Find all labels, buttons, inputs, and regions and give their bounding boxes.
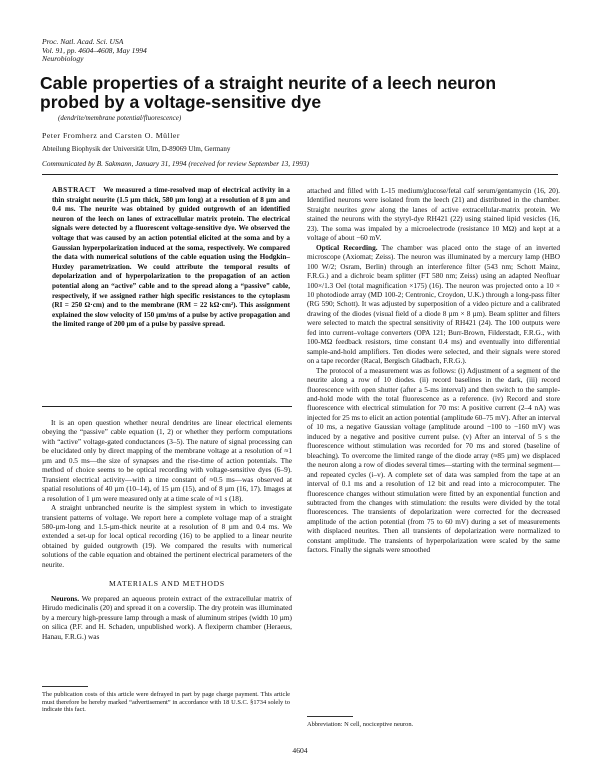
methods-heading: MATERIALS AND METHODS: [109, 579, 225, 589]
authors: Peter Fromherz and Carsten O. Müller: [42, 131, 180, 140]
keywords: (dendrite/membrane potential/fluorescence): [58, 114, 182, 122]
left-column: [42, 418, 292, 641]
header-divider: [42, 174, 558, 175]
abstract-divider: [42, 406, 292, 407]
optical-paragraph: [307, 243, 560, 366]
abstract-label: ABSTRACT: [52, 186, 96, 194]
article-title: Cable properties of a straight neurite of a leech neuron probed by a voltage-sensitive dye: [40, 73, 497, 112]
optical-text: The chamber was placed onto the stage of an inverted microscope (Axiomat; Zeiss). The neuron was illuminated by a mercury lamp (HBO 100 W/2; Osram, Berlin) through an interference filter (543 nm; Schott Mainz, F.R.G.) and a dichroic beam splitter (FT 580 nm; Zeiss) using an adapted Neofluar 100×/1.3 Oel (total magnification ×175) (16). The neuron was projected onto a 10 × 10 photodiode array (MD 100-2; Centronic, Croydon, U.K.) through a long-pass filter (RG 590; Schott). It was adjusted by superposition of a video picture and a calibrated drawing of the diodes (visual field of a diode 8 µm × 8 µm). Beam splitter and filters were selected to match the spectral sensitivity of RH421 (24). The 100 outputs were fed into current–voltage converters (OPA 121; Burr-Brown, Filderstadt, F.R.G., with 100-MΩ feedback resistors, time constant 0.4 ms) and eventually into differential sample-and-hold amplifiers. Ten diodes were selected, and their signals were stored on a tape recorder (Racal, Bergisch Gladbach, F.R.G.).: [307, 242, 560, 366]
abstract-text: We measured a time-resolved map of electrical activity in a thin straight neurite (1.5 µm thick, 580 µm long) at a resolution of 8 µm and 0.4 ms. The neurite was obtained by guided outgrowth of an identified neuron of the leech on lanes of extracellular matrix protein. The electrical signals were detected by a fluorescent voltage-sensitive dye. We observed the voltage that was caused by an action potential elicited at the soma and by a Gaussian hyperpolarization induced at the soma, respectively. We compared the data with numerical solutions of the cable equation using the Hodgkin–Huxley parametrization. We could attribute the temporal results of depolarization and of hyperpolarization to the propagation of an action potential along an “active” cable and to the spread along a “passive” cable, respectively, if we assigned rather high specific resistances to the cytoplasm (RI = 250 Ω·cm) and to the membrane (RM = 22 kΩ·cm²). This assignment explained the slow velocity of 150 µm/ms of a pulse by active propagation and the limited range of 200 µm of a pulse by passive spread.: [52, 186, 290, 329]
intro-paragraph-2: A straight unbranched neurite is the simplest system in which to investigate transient patterns of voltage. We report here a complete voltage map of a straight 580-µm-long and 1.5-µm-thick neurite at a resolution of 8 µm and 0.4 ms. We extended a set-up for local optical recording (16) to be applied to a linear neurite obtained by guided outgrowth (19). We compared the results with numerical solutions of the cable equation and obtained the pertinent electrical parameters of the neurite.: [42, 503, 292, 569]
footnote-divider: [42, 686, 88, 687]
communicated-line: Communicated by B. Sakmann, January 31, 1994 (received for review September 13, 1993): [42, 159, 309, 168]
journal-header: [42, 38, 147, 64]
neurons-continued: attached and filled with L-15 medium/glucose/fetal calf serum/gentamycin (16, 20). Identified neurons were isolated from the leech (21) and distributed in the chamber. Straight neurites grew along the lanes of active extracellular-matrix protein. We stained the neurons with the styryl-dye RH421 (22) using stained lipid vesicles (16, 23). The soma was impaled by a microelectrode (resistance 10 MΩ) and kept at a voltage of about −60 mV.: [307, 186, 560, 243]
journal-name: Proc. Natl. Acad. Sci. USA: [42, 37, 124, 46]
abbreviation-note: Abbreviation: N cell, nociceptive neuron.: [307, 721, 414, 728]
intro-paragraph-1: It is an open question whether neural dendrites are linear electrical elements obeying the “passive” cable equation (1, 2) or whether they perform computations with “active” voltage-gated conductances (3–5). The nature of signal processing can be elucidated only by direct mapping of the membrane voltage at a resolution of ≈1 µm and 0.5 ms—the size of synapses and the rise-time of action potentials. The method of choice seems to be optical recording with voltage-sensitive dyes (6–9). Transient electrical activity—with a time constant of ≈0.5 ms—was observed at spatial resolutions of 40 µm (10–14), of 15 µm (15), and of 8 µm (16, 17). Images at a resolution of 1 µm were measured only at a time scale of ≈1 s (18).: [42, 418, 292, 503]
journal-volume: Vol. 91, pp. 4604–4608, May 1994: [42, 45, 147, 55]
abbreviation-divider: [307, 716, 353, 717]
optical-run-in-head: Optical Recording.: [316, 242, 378, 252]
footnote: The publication costs of this article were defrayed in part by page charge payment. This article must therefore be hereby marked “advertisement” in accordance with 18 U.S.C. §1734 solely to indicate this fact.: [42, 691, 290, 714]
neurons-run-in-head: Neurons.: [51, 593, 80, 603]
affiliation: Abteilung Biophysik der Universität Ulm, D-89069 Ulm, Germany: [42, 145, 231, 153]
neurons-paragraph: [42, 594, 292, 641]
neurons-text: We prepared an aqueous protein extract of the extracellular matrix of Hirudo medicinalis (20) and spread it on a coverslip. The dry protein was illuminated by a mercury high-pressure lamp through a mask of aluminum stripes (width 10 µm) on silica (P.F. and H. Schaden, unpublished work). A flexiperm chamber (Heraeus, Hanau, F.R.G.) was: [42, 593, 292, 641]
abstract: [52, 186, 290, 330]
protocol-paragraph: The protocol of a measurement was as follows: (i) Adjustment of a segment of the neurite along a row of 10 diodes. (ii) record baselines in the dark, (iii) record fluorescence with open shutter (after a 5-ms interval) and then switch to the sample-and-hold mode with the total fluorescence as a reference. (iv) Record and store fluorescence with electrical stimulation for 70 ms: A positive current (2–4 nA) was injected for 25 ms to elicit an action potential (amplitude 60–75 mV). After an interval of 10 ms, a negative Gaussian voltage (amplitude around −100 to −160 mV) was induced by a negative and positive current pulse. (v) After an interval of 5 s the fluorescence without stimulation was recorded for 70 ms and stored (baseline of bleaching). To overcome the limited range of the diode array (≈85 µm) we displaced the neuron along a row of diodes several times—starting with the terminal segment—and repeated cycles (i–v). A complete set of data was sampled from the tape at an interval of 0.1 ms and a resolution of 12 bit and read into a microcomputer. The fluorescence changes without stimulation were fitted by an exponential function and subtracted from the changes with stimulation: the results were divided by the total fluorescences. The transients of depolarization were corrected for the decreased amplitude of the action potential (from 75 to 60 mV) during a set of measurements with displaced neurites. Then all transients of depolarization were normalized to constant amplitude. The transients of hyperpolarization were scaled by the same factors. Finally the signals were smoothed: [307, 365, 560, 555]
journal-section: Neurobiology: [42, 54, 84, 64]
right-column: [307, 186, 560, 555]
page-number: 4604: [292, 746, 308, 755]
